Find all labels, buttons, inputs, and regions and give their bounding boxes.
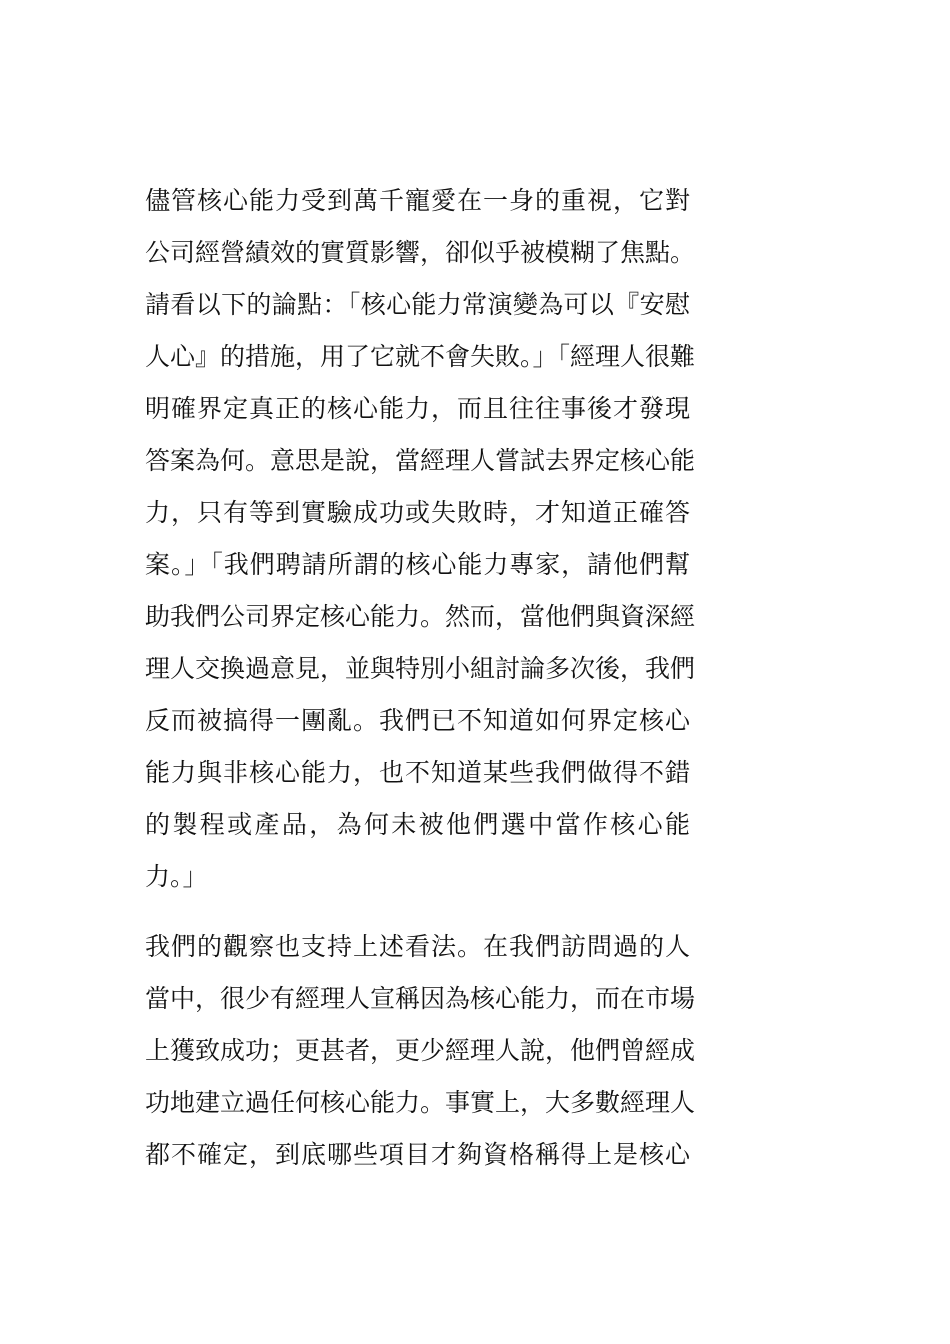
text-line: 請看以下的論點：「核心能力常演變為可以『安慰	[145, 290, 690, 319]
text-line: 理人交換過意見，並與特別小組討論多次後，我們	[145, 654, 696, 683]
text-line: 反而被搞得一團亂。我們已不知道如何界定核心	[145, 706, 690, 735]
body-paragraph	[145, 175, 696, 903]
text-line: 的製程或產品，為何未被他們選中當作核心能	[145, 810, 690, 839]
text-line: 都不確定，到底哪些項目才夠資格稱得上是核心	[145, 1140, 690, 1169]
text-line: 能力與非核心能力，也不知道某些我們做得不錯	[145, 758, 690, 787]
text-line: 功地建立過任何核心能力。事實上，大多數經理人	[145, 1088, 696, 1117]
text-line: 答案為何。意思是說，當經理人嘗試去界定核心能	[145, 446, 696, 475]
text-line: 公司經營績效的實質影響，卻似乎被模糊了焦點。	[145, 238, 696, 267]
text-line: 當中，很少有經理人宣稱因為核心能力，而在市場	[145, 984, 696, 1013]
text-line: 力，只有等到實驗成功或失敗時，才知道正確答	[145, 498, 690, 527]
text-line: 案。」「我們聘請所謂的核心能力專家，請他們幫	[145, 550, 690, 579]
text-line: 明確界定真正的核心能力，而且往往事後才發現	[145, 394, 690, 423]
text-line: 人心』的措施，用了它就不會失敗。」「經理人很難	[145, 342, 696, 371]
text-line: 上獲致成功；更甚者，更少經理人說，他們曾經成	[145, 1036, 696, 1065]
text-line: 力。」	[145, 862, 208, 891]
text-line: 助我們公司界定核心能力。然而，當他們與資深經	[145, 602, 696, 631]
text-line: 我們的觀察也支持上述看法。在我們訪問過的人	[145, 932, 690, 961]
text-line: 儘管核心能力受到萬千寵愛在一身的重視，它對	[145, 186, 690, 215]
body-paragraph	[145, 921, 696, 1181]
